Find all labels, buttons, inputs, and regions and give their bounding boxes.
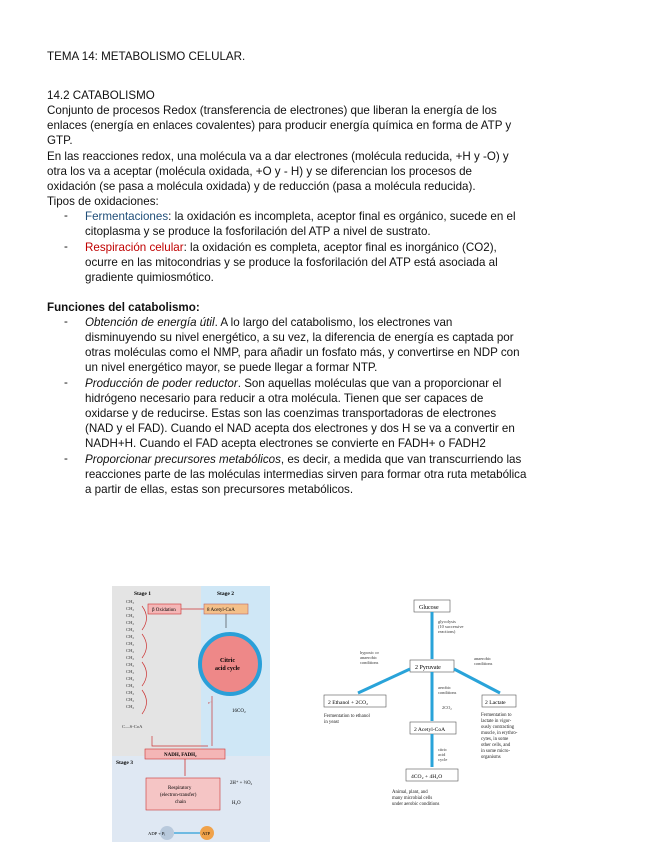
chain-ch2: CH₂ bbox=[126, 704, 134, 709]
function-item-reducing-power bbox=[85, 376, 501, 391]
types-label: Tipos de oxidaciones: bbox=[47, 195, 159, 208]
type-line: gradiente quimiosmótico. bbox=[85, 271, 214, 284]
aerobic-label: aerobic bbox=[438, 685, 451, 690]
ferm-lactate-note: muscle, in erythro- bbox=[481, 731, 518, 736]
function-line: NADH+H. Cuando el FAD acepta electrones se convierte en FADH+ o FADH2 bbox=[85, 437, 486, 450]
function-item-energy bbox=[85, 315, 452, 330]
function-text: , es decir, a medida que van transcurriendo las bbox=[280, 453, 522, 466]
nadh-fadh-label: NADH, FADH₂ bbox=[164, 753, 197, 758]
chain-label: Respiratory bbox=[168, 786, 192, 791]
function-text: . Son aquellas moléculas que van a proporcionar el bbox=[237, 377, 502, 390]
chain-label: (electron-transfer) bbox=[160, 793, 197, 798]
chain-ch2: CH₂ bbox=[126, 669, 134, 674]
lactate-label: 2 Lactate bbox=[485, 700, 506, 706]
citric-acid-cycle bbox=[200, 634, 260, 694]
aerobic-note: Animal, plant, and bbox=[392, 790, 428, 795]
section-heading: 14.2 CATABOLISMO bbox=[47, 89, 155, 102]
acetylcoa-label: 2 Acetyl-CoA bbox=[414, 727, 446, 733]
stage1-label: Stage 1 bbox=[134, 591, 151, 597]
chain-label: chain bbox=[175, 800, 186, 805]
glycolysis-label: glycolysis bbox=[438, 619, 456, 624]
glucose-label: Glucose bbox=[419, 605, 439, 611]
ethanol-arrow bbox=[358, 669, 410, 693]
fatty-acid-oxidation-figure bbox=[112, 586, 270, 842]
adp-label: ADP + Pᵢ bbox=[148, 831, 166, 836]
chain-ch2: CH₂ bbox=[126, 648, 134, 653]
chain-ch3: CH₃ bbox=[126, 599, 134, 604]
function-line: a partir de ellas, estas son precursores metabólicos. bbox=[85, 483, 354, 496]
type-term: Respiración celular bbox=[85, 241, 184, 254]
ferm-lactate-note: in some micro- bbox=[481, 749, 511, 754]
citric-cycle-label: Citric bbox=[220, 658, 235, 664]
aerobic-label: conditions bbox=[438, 690, 457, 695]
function-line: oxidarse y de reducirse. Estas son las coenzimas transportadoras de electrones bbox=[85, 407, 497, 420]
ferm-ethanol-note: Fermentation to ethanol bbox=[324, 714, 370, 719]
glycolysis-label: reactions) bbox=[438, 629, 456, 634]
bullet-dash: - bbox=[64, 315, 68, 328]
ferm-lactate-note: lactate in vigor- bbox=[481, 719, 512, 724]
acetylcoa-label: 8 Acetyl-CoA bbox=[207, 608, 235, 613]
chain-ch2: CH₂ bbox=[126, 613, 134, 618]
chain-ch2: CH₂ bbox=[126, 627, 134, 632]
stage2-label: Stage 2 bbox=[217, 591, 234, 597]
functions-heading: Funciones del catabolismo: bbox=[47, 301, 200, 314]
citric-cycle-label: acid cycle bbox=[215, 666, 240, 672]
ethanol-label: 2 Ethanol + 2CO₂ bbox=[328, 700, 369, 706]
citric-label: citric bbox=[438, 747, 448, 752]
aerobic-note: many microbial cells bbox=[392, 796, 433, 801]
pyruvate-fates-figure bbox=[318, 597, 528, 842]
function-line: un nivel energético mayor, se puede llegar a formar NTP. bbox=[85, 361, 378, 374]
function-term: Proporcionar precursores metabólicos bbox=[85, 453, 281, 466]
water-label: H₂O bbox=[232, 801, 241, 806]
anaerobic-label: anaerobic bbox=[474, 656, 492, 661]
intro-line: enlaces (energía en enlaces covalentes) para producir energía química en forma de ATP y bbox=[47, 119, 512, 132]
type-line: citoplasma y se produce la fosforilación del ATP a nivel de sustrato. bbox=[85, 225, 431, 238]
atp-label: ATP bbox=[202, 831, 211, 836]
chain-ch2: CH₂ bbox=[126, 606, 134, 611]
function-line: reacciones parte de las moléculas intermedias sirven para formar otra ruta metabólica bbox=[85, 468, 527, 481]
ferm-lactate-note: Fermentation to bbox=[481, 713, 512, 718]
type-item-respiration bbox=[85, 240, 497, 255]
electron-label: e⁻ bbox=[208, 700, 212, 705]
citric-label: cycle bbox=[438, 757, 448, 762]
function-line: hidrógeno necesario para reducir a otra molécula. Tienen que ser capaces de bbox=[85, 392, 484, 405]
chain-ch2: CH₂ bbox=[126, 690, 134, 695]
chain-ch2: CH₂ bbox=[126, 683, 134, 688]
stage3-label: Stage 3 bbox=[116, 760, 133, 766]
bullet-dash: - bbox=[64, 240, 68, 253]
products-label: 4CO₂ + 4H₂O bbox=[411, 774, 443, 780]
function-line: (NAD y el FAD). Cuando el NAD acepta dos electrones y dos H se va a convertir en bbox=[85, 422, 515, 435]
co2-small-label: 2CO₂ bbox=[442, 705, 452, 710]
function-line: otras moléculas como el NMP, para añadir un fosfato más, y convertirse en NDP con bbox=[85, 346, 520, 359]
function-term: Obtención de energía útil bbox=[85, 316, 215, 329]
intro-line: Conjunto de procesos Redox (transferencia de electrones) que liberan la energía de los bbox=[47, 104, 497, 117]
ferm-lactate-note: ously contracting bbox=[481, 725, 515, 730]
chain-ch2: CH₂ bbox=[126, 641, 134, 646]
lactate-arrow bbox=[454, 669, 500, 693]
type-item-fermentation bbox=[85, 209, 516, 224]
function-item-precursors bbox=[85, 452, 521, 467]
bullet-dash: - bbox=[64, 209, 68, 222]
ferm-lactate-note: other cells, and bbox=[481, 743, 511, 748]
co2-label: 16CO₂ bbox=[232, 709, 246, 714]
chain-ch2: CH₂ bbox=[126, 697, 134, 702]
ferm-lactate-note: cytes, in some bbox=[481, 737, 509, 742]
redox-line: otra los va a aceptar (molécula oxidada, +O y - H) y se diferencian los procesos de bbox=[47, 165, 472, 178]
anaerobic-label: conditions bbox=[474, 661, 493, 666]
bullet-dash: - bbox=[64, 376, 68, 389]
ferm-lactate-note: organisms bbox=[481, 755, 501, 760]
chain-coa: C—S-CoA bbox=[122, 724, 143, 729]
pyruvate-label: 2 Pyruvate bbox=[415, 665, 441, 671]
citric-label: acid bbox=[438, 752, 446, 757]
aerobic-note: under aerobic conditions bbox=[392, 802, 440, 807]
function-text: . A lo largo del catabolismo, los electrones van bbox=[214, 316, 453, 329]
type-text: : la oxidación es incompleta, aceptor final es orgánico, sucede en el bbox=[168, 210, 516, 223]
redox-line: En las reacciones redox, una molécula va a dar electrones (molécula reducida, +H y -O) y bbox=[47, 150, 509, 163]
document-title: TEMA 14: METABOLISMO CELULAR. bbox=[47, 50, 246, 63]
chain-ch2: CH₂ bbox=[126, 620, 134, 625]
oxygen-label: 2H⁺ + ½O₂ bbox=[230, 781, 253, 786]
hypoxic-label: anaerobic bbox=[360, 655, 378, 660]
hypoxic-label: hypoxic or bbox=[360, 650, 379, 655]
ferm-ethanol-note: in yeast bbox=[324, 720, 339, 725]
function-term: Producción de poder reductor bbox=[85, 377, 238, 390]
type-line: ocurre en las mitocondrias y se produce la fosforilación del ATP está asociada al bbox=[85, 256, 498, 269]
hypoxic-label: conditions bbox=[360, 660, 379, 665]
chain-ch2: CH₂ bbox=[126, 662, 134, 667]
chain-ch2: CH₂ bbox=[126, 655, 134, 660]
type-term: Fermentaciones bbox=[85, 210, 169, 223]
chain-ch2: CH₂ bbox=[126, 676, 134, 681]
beta-oxidation-label: β Oxidation bbox=[152, 608, 176, 613]
glycolysis-label: (10 successive bbox=[438, 624, 464, 629]
chain-ch2: CH₂ bbox=[126, 634, 134, 639]
bullet-dash: - bbox=[64, 452, 68, 465]
function-line: disminuyendo su nivel energético, a su vez, la diferencia de energía es captada por bbox=[85, 331, 514, 344]
intro-line: GTP. bbox=[47, 134, 73, 147]
type-text: : la oxidación es completa, aceptor final es inorgánico (CO2), bbox=[183, 241, 497, 254]
redox-line: oxidación (se pasa a molécula oxidada) y de reducción (pasa a molécula reducida). bbox=[47, 180, 476, 193]
